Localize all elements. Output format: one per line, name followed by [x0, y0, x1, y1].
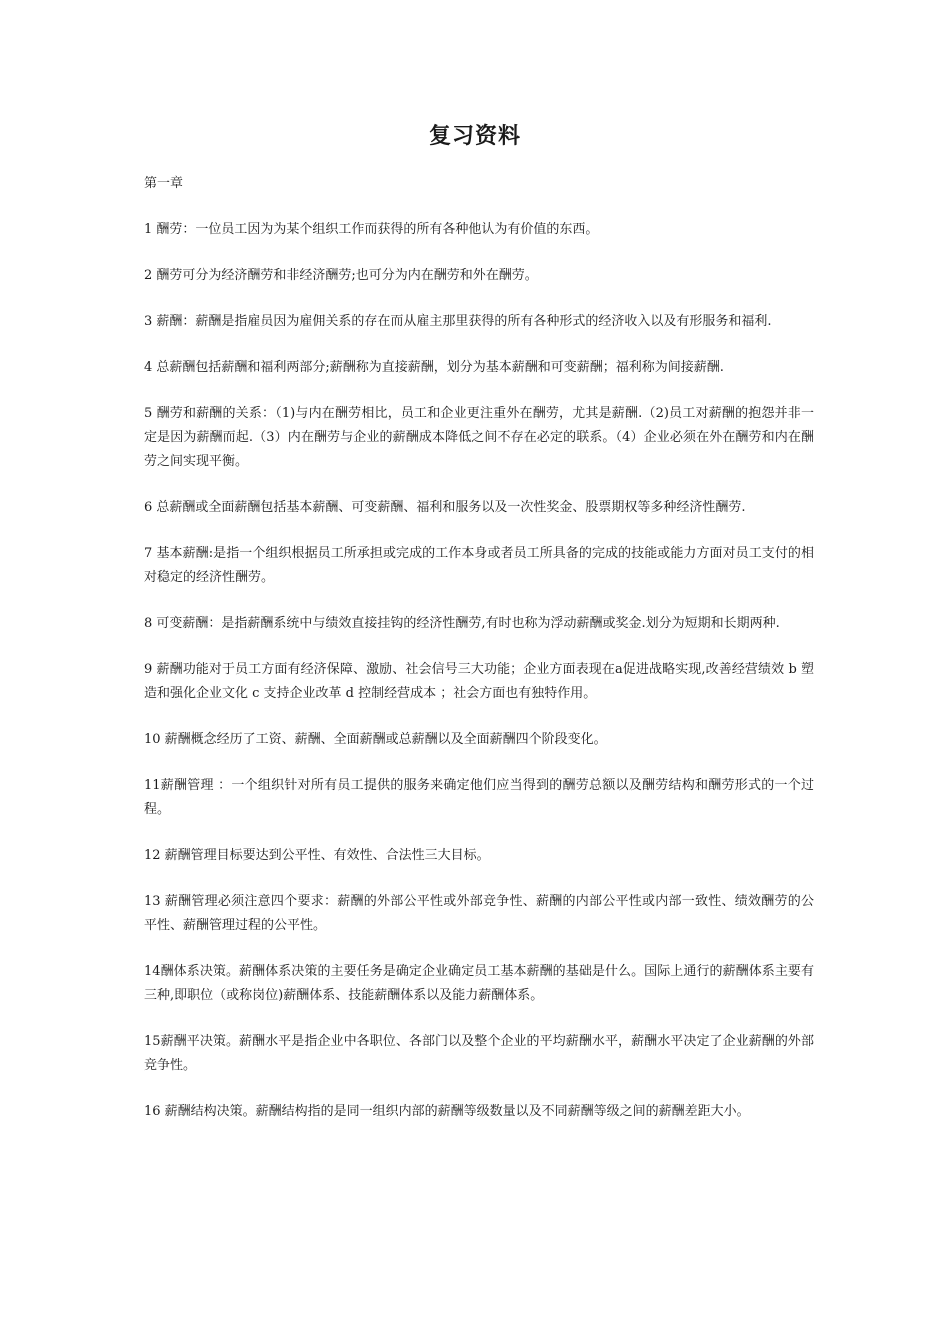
- paragraph-7: 7 基本薪酬:是指一个组织根据员工所承担或完成的工作本身或者员工所具备的完成的技能或能力方面对员工支付的相对稳定的经济性酬劳。: [144, 546, 814, 585]
- paragraph-3: 3 薪酬：薪酬是指雇员因为雇佣关系的存在而从雇主那里获得的所有各种形式的经济收入以及有形服务和福利.: [144, 314, 772, 329]
- paragraph-10: 10 薪酬概念经历了工资、薪酬、全面薪酬或总薪酬以及全面薪酬四个阶段变化。: [144, 732, 607, 747]
- paragraph-5: 5 酬劳和薪酬的关系：（1)与内在酬劳相比，员工和企业更注重外在酬劳，尤其是薪酬.（2)员工对薪酬的抱怨并非一定是因为薪酬而起.（3）内在酬劳与企业的薪酬成本降低之间不存在必定的联系。（4）企业必须在外在酬劳和内在酬劳之间实现平衡。: [144, 406, 814, 469]
- paragraph-13: 13 薪酬管理必须注意四个要求：薪酬的外部公平性或外部竞争性、薪酬的内部公平性或内部一致性、绩效酬劳的公平性、薪酬管理过程的公平性。: [144, 894, 814, 933]
- paragraph-9: 9 薪酬功能对于员工方面有经济保障、激励、社会信号三大功能；企业方面表现在a促进战略实现,改善经营绩效 b 塑造和强化企业文化 c 支持企业改革 d 控制经营成本 ；社会方面也有独特作用。: [144, 662, 814, 701]
- paragraph-4: 4 总薪酬包括薪酬和福利两部分;薪酬称为直接薪酬，划分为基本薪酬和可变薪酬；福利称为间接薪酬.: [144, 360, 724, 375]
- chapter-heading: 第一章: [144, 176, 184, 191]
- paragraph-14: 14酬体系决策。薪酬体系决策的主要任务是确定企业确定员工基本薪酬的基础是什么。国际上通行的薪酬体系主要有三种,即职位（或称岗位)薪酬体系、技能薪酬体系以及能力薪酬体系。: [144, 964, 814, 1003]
- paragraph-16: 16 薪酬结构决策。薪酬结构指的是同一组织内部的薪酬等级数量以及不同薪酬等级之间的薪酬差距大小。: [144, 1104, 750, 1119]
- document-body: [144, 172, 814, 1146]
- document-title: 复习资料: [428, 124, 521, 149]
- paragraph-12: 12 薪酬管理目标要达到公平性、有效性、合法性三大目标。: [144, 848, 490, 863]
- paragraph-6: 6 总薪酬或全面薪酬包括基本薪酬、可变薪酬、福利和服务以及一次性奖金、股票期权等多种经济性酬劳.: [144, 500, 746, 515]
- paragraph-11: 11薪酬管理 ：一个组织针对所有员工提供的服务来确定他们应当得到的酬劳总额以及酬劳结构和酬劳形式的一个过程。: [144, 778, 814, 817]
- paragraph-15: 15薪酬平决策。薪酬水平是指企业中各职位、各部门以及整个企业的平均薪酬水平，薪酬水平决定了企业薪酬的外部竞争性。: [144, 1034, 814, 1073]
- paragraph-2: 2 酬劳可分为经济酬劳和非经济酬劳;也可分为内在酬劳和外在酬劳。: [144, 268, 538, 283]
- paragraph-8: 8 可变薪酬：是指薪酬系统中与绩效直接挂钩的经济性酬劳,有时也称为浮动薪酬或奖金.划分为短期和长期两种.: [144, 616, 780, 631]
- paragraph-1: 1 酬劳：一位员工因为为某个组织工作而获得的所有各种他认为有价值的东西。: [144, 222, 599, 237]
